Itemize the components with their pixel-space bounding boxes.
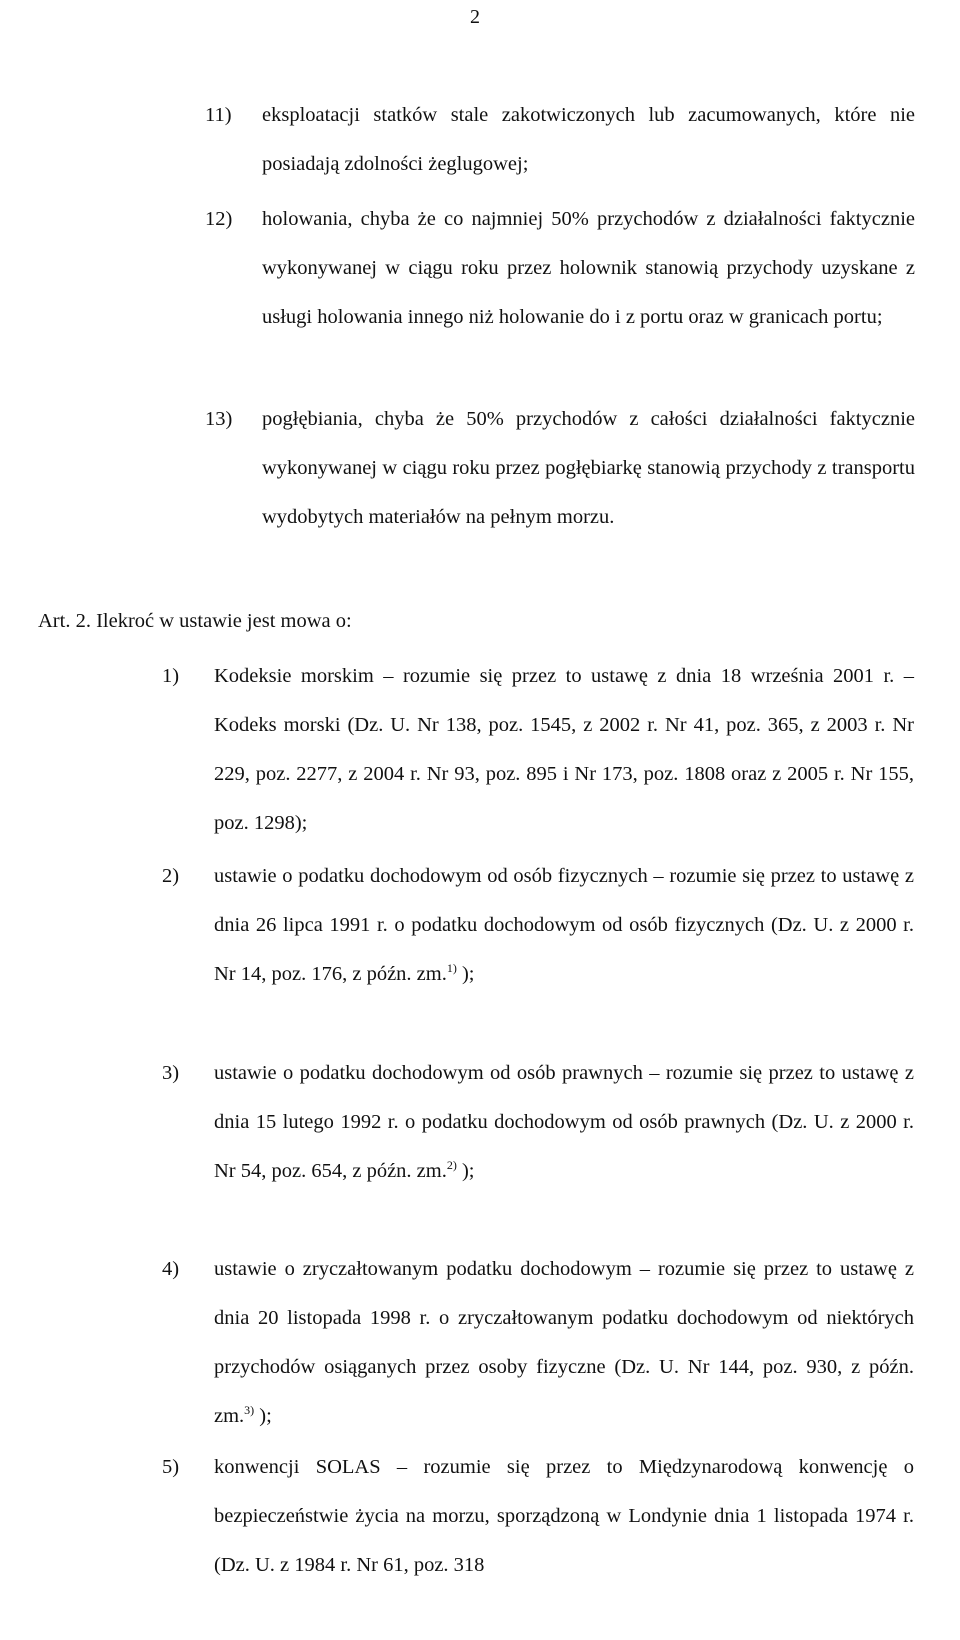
item-text: holowania, chyba że co najmniej 50% przychodów z działalności faktycznie wykonywanej w ciągu roku przez holownik stanowią przychody uzyskane z usługi holowania innego niż holowanie do i z portu oraz w granicach portu;	[262, 208, 915, 328]
item-number: 13)	[205, 408, 233, 430]
list-item-13	[205, 395, 915, 542]
item-text: pogłębiania, chyba że 50% przychodów z całości działalności faktycznie wykonywanej w ciągu roku przez pogłębiarkę stanowią przychody z transportu wydobytych materiałów na pełnym morzu.	[262, 408, 915, 528]
item-text: eksploatacji statków stale zakotwiczonych lub zacumowanych, które nie posiadają zdolności żeglugowej;	[262, 104, 915, 175]
item-text: ustawie o podatku dochodowym od osób prawnych – rozumie się przez to ustawę z dnia 15 lutego 1992 r. o podatku dochodowym od osób prawnych (Dz. U. z 2000 r. Nr 54, poz. 654, z późn. zm.$^{2)}$ );	[214, 1062, 914, 1182]
item-number: 1)	[162, 665, 180, 687]
footnote-ref: 1)	[446, 961, 457, 976]
list-item-11	[205, 91, 915, 189]
item-number: 4)	[162, 1258, 180, 1280]
list-item-2	[162, 852, 914, 999]
item-text: ustawie o zryczałtowanym podatku dochodowym – rozumie się przez to ustawę z dnia 20 listopada 1998 r. o zryczałtowanym podatku dochodowym od niektórych przychodów osiąganych przez osoby fizyczne (Dz. U. Nr 144, poz. 930, z późn. zm.$^{3)}$ );	[214, 1258, 914, 1427]
article-heading: Art. 2. Ilekroć w ustawie jest mowa o:	[38, 610, 352, 632]
item-number: 2)	[162, 865, 180, 887]
list-item-1	[162, 652, 914, 848]
list-item-4	[162, 1245, 914, 1441]
page-number: 2	[470, 6, 480, 28]
list-item-3	[162, 1049, 914, 1196]
item-text: Kodeksie morskim – rozumie się przez to ustawę z dnia 18 września 2001 r. – Kodeks morski (Dz. U. Nr 138, poz. 1545, z 2002 r. Nr 41, poz. 365, z 2003 r. Nr 229, poz. 2277, z 2004 r. Nr 93, poz. 895 i Nr 173, poz. 1808 oraz z 2005 r. Nr 155, poz. 1298);	[214, 665, 914, 834]
item-text: konwencji SOLAS – rozumie się przez to Międzynarodową konwencję o bezpieczeństwie życia na morzu, sporządzoną w Londynie dnia 1 listopada 1974 r. (Dz. U. z 1984 r. Nr 61, poz. 318	[214, 1456, 914, 1576]
list-item-5	[162, 1443, 914, 1590]
item-number: 12)	[205, 208, 233, 230]
footnote-ref: 2)	[446, 1158, 457, 1173]
item-number: 3)	[162, 1062, 180, 1084]
list-item-12	[205, 195, 915, 342]
footnote-ref: 3)	[244, 1403, 255, 1418]
item-text: ustawie o podatku dochodowym od osób fizycznych – rozumie się przez to ustawę z dnia 26 lipca 1991 r. o podatku dochodowym od osób fizycznych (Dz. U. z 2000 r. Nr 14, poz. 176, z późn. zm.$^{1)}$ );	[214, 865, 914, 985]
item-number: 5)	[162, 1456, 180, 1478]
item-number: 11)	[205, 104, 232, 126]
